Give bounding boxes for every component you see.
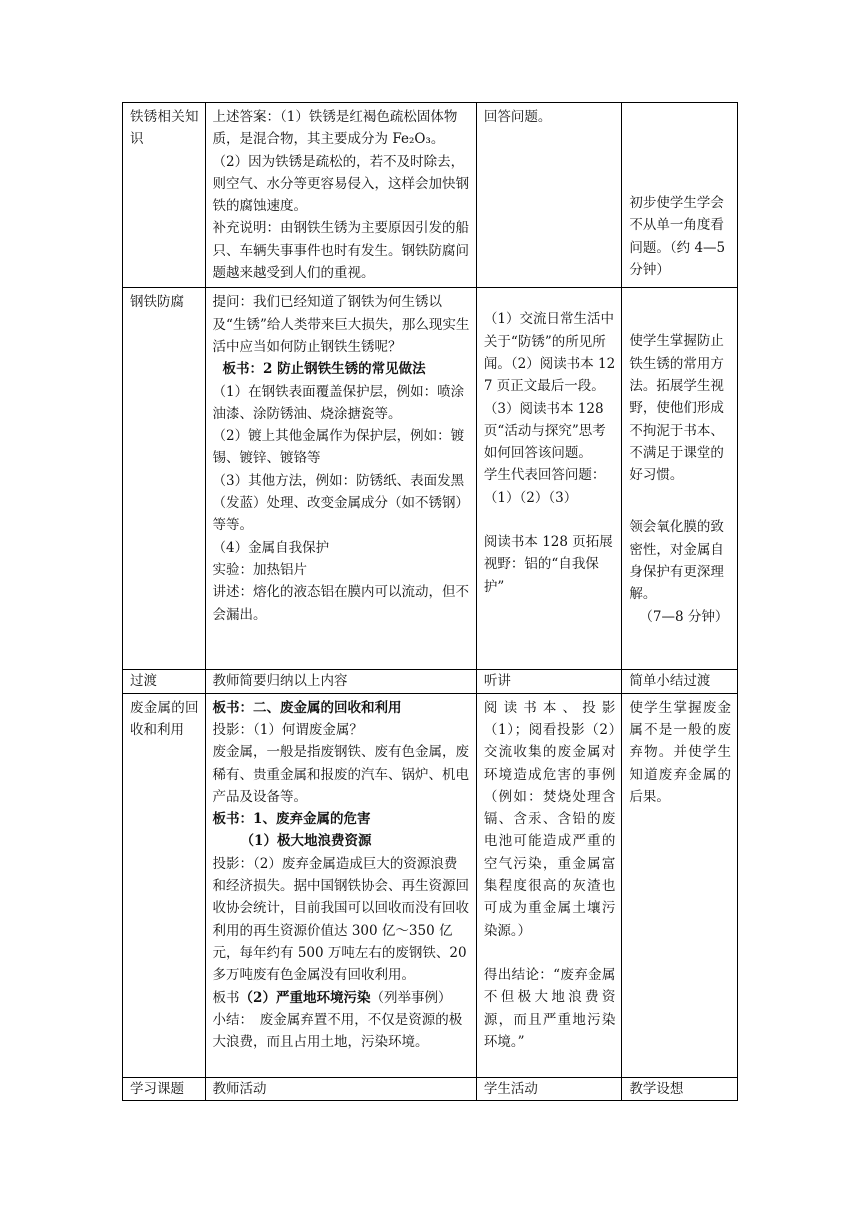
table-row [123, 288, 738, 670]
student-activity-cell [476, 103, 621, 288]
board-suffix: （列举事例） [370, 989, 452, 1006]
student-activity-cell [476, 693, 621, 1077]
student-text: 听讲 [483, 673, 511, 690]
board-subheading: （1）极大地浪费资源 [240, 833, 372, 850]
column-header-student: 学生活动 [476, 1077, 621, 1100]
design-text: 使学生掌握废金属不是一般的废弃物。并使学生知道废弃金属的后果。 [629, 699, 731, 805]
student-text: 阅读书本、投影（1）；阅看投影（2）交流收集的废金属对环境造成危害的事例（例如：焚烧处理含镉、含汞、含铅的废电池可能造成严重的空气污染，重金属富集程度很高的灰渣也可成为重金属土壤污染源。） [483, 699, 616, 939]
design-cell [622, 288, 738, 670]
experiment-text: 实验：加热铝片 [212, 561, 308, 578]
table-header-row [123, 1077, 738, 1100]
method-text: （1）在钢铁表面覆盖保护层，例如：喷涂油漆、涂防锈油、烧涂搪瓷等。 [212, 383, 465, 422]
board-prefix: 板书 [212, 989, 240, 1006]
definition-text: 废金属，一般是指废钢铁、废有色金属，废稀有、贵重金属和报废的汽车、锅炉、机电产品及设备等。 [212, 744, 470, 805]
table-row [123, 103, 738, 288]
teacher-activity-cell [205, 670, 476, 693]
method-text: （3）其他方法，例如：防锈纸、表面发黑（发蓝）处理、改变金属成分（如不锈钢）等等。 [212, 472, 470, 534]
design-cell [622, 670, 738, 693]
projection-text: 投影：（1）何谓废金属？ [212, 721, 363, 738]
student-activity-cell [476, 670, 621, 693]
design-text: （7—8 分钟） [639, 608, 729, 625]
column-header-topic: 学习课题 [123, 1077, 206, 1100]
board-heading: 板书：2 防止钢铁生锈的常见做法 [222, 361, 426, 378]
answer-text: 上述答案：（1）铁锈是红褐色疏松固体物质，是混合物，其主要成分为 Fe₂O₃。 [212, 109, 458, 148]
topic-cell [123, 693, 206, 1077]
design-cell [622, 693, 738, 1077]
table-row [123, 693, 738, 1077]
topic-label: 铁锈相关知识 [130, 109, 199, 148]
topic-label: 过渡 [130, 673, 157, 690]
supplement-text: 补充说明：由钢铁生锈为主要原因引发的船只、车辆失事事件也时有发生。钢铁防腐问题越来越受到人们的重视。 [212, 220, 470, 282]
student-text: （1）交流日常生活中关于“防锈”的所见所闻。（2）阅读书本 127 页正文最后一段。（3）阅读书本 128 页“活动与探究”思考如何回答该问题。 [483, 311, 616, 462]
answer-text: （2）因为铁锈是疏松的，若不及时除去，则空气、水分等更容易侵入，这样会加快钢铁的腐蚀速度。 [212, 153, 470, 215]
design-text: 初步使学生学会不从单一角度看问题。（约 4—5 分钟） [629, 195, 726, 279]
student-activity-cell [476, 288, 621, 670]
teacher-text: 教师简要归纳以上内容 [212, 673, 348, 690]
summary-text: 小结： 废金属弃置不用，不仅是资源的极大浪费，而且占用土地，污染环境。 [212, 1011, 463, 1051]
topic-cell [123, 103, 206, 288]
question-text: 提问：我们已经知道了钢铁为何生锈以及“生锈”给人类带来巨大损失，那么现实生活中应当如何防止钢铁生锈呢？ [212, 294, 470, 355]
design-text: 简单小结过渡 [629, 673, 711, 690]
table-row [123, 670, 738, 693]
method-text: （2）镀上其他金属作为保护层，例如：镀锡、镀锌、镀铬等 [212, 428, 465, 467]
teacher-activity-cell [205, 288, 476, 670]
board-bold: （2）严重地环境污染 [239, 989, 371, 1006]
board-heading: 板书：1、废弃金属的危害 [212, 811, 371, 828]
topic-cell [123, 670, 206, 693]
design-cell [622, 103, 738, 288]
projection-text: 投影：（2）废弃金属造成巨大的资源浪费和经济损失。据中国钢铁协会、再生资源回收协会统计，目前我国可以回收而没有回收利用的再生资源价值达 300 亿～350 亿元，每年约有 500 万吨左右的废钢铁、20 多万吨废有色金属没有回收利用。 [212, 855, 470, 984]
design-text: 使学生掌握防止铁生锈的常用方法。拓展学生视野，使他们形成不拘泥于书本、不满足于课堂的好习惯。 [629, 333, 724, 484]
student-text: 学生代表回答问题：（1）（2）（3） [483, 467, 606, 506]
student-text: 阅读书本 128 页拓展视野：铝的“自我保护” [483, 534, 613, 595]
student-text: 回答问题。 [483, 109, 552, 125]
design-text: 领会氧化膜的致密性，对金属自身保护有更深理解。 [629, 519, 724, 603]
teacher-activity-cell [205, 103, 476, 288]
lesson-plan-table [122, 102, 738, 1101]
teacher-activity-cell [205, 693, 476, 1077]
topic-cell [123, 288, 206, 670]
column-header-design: 教学设想 [622, 1077, 738, 1100]
column-header-teacher: 教师活动 [205, 1077, 476, 1100]
method-text: （4）金属自我保护 [212, 539, 330, 556]
explain-text: 讲述：熔化的液态铝在膜内可以流动，但不会漏出。 [212, 584, 470, 623]
board-line [213, 987, 470, 1009]
student-text: 得出结论：“废弃金属不但极大地浪费资源，而且严重地污染环境。” [483, 966, 616, 1050]
topic-label: 钢铁防腐 [130, 294, 184, 311]
topic-label: 废金属的回收和利用 [130, 699, 199, 738]
board-heading: 板书：二、废金属的回收和利用 [212, 699, 402, 716]
